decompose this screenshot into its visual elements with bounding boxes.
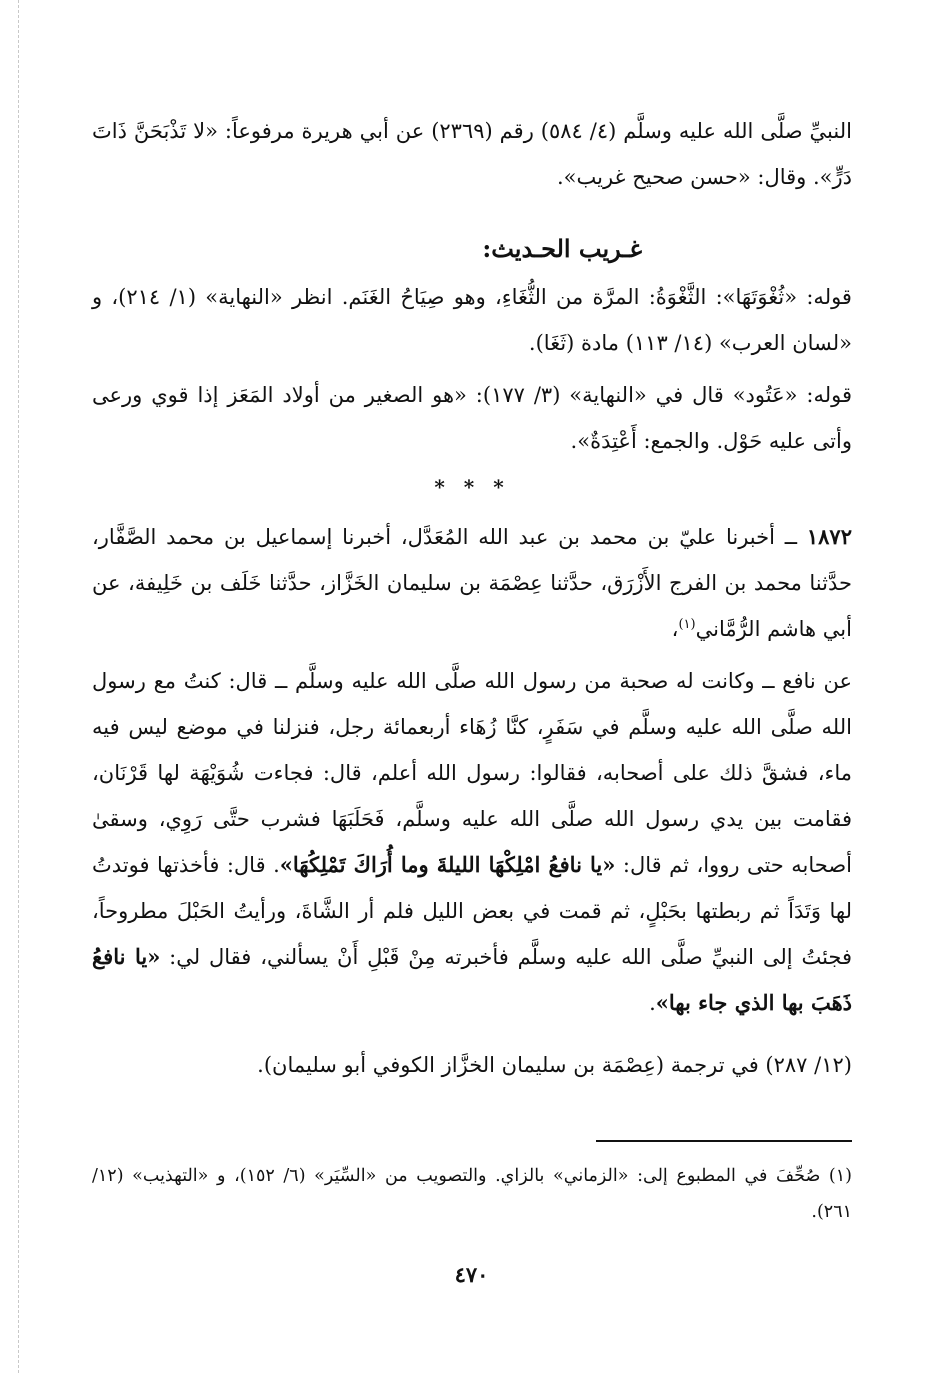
- reference-paragraph: (١٢/ ٢٨٧) في ترجمة (عِصْمَة بن سليمان الخزَّاز الكوفي أبو سليمان).: [257, 1053, 852, 1077]
- footnote-separator: [596, 1140, 852, 1142]
- isnad-text: ــ أخبرنا عليّ بن محمد بن عبد الله المُعَدَّل، أخبرنا إسماعيل بن محمد الصَّفَّار، حدَّثنا محمد بن الفرج الأَزْرَق، حدَّثنا عِصْمَة بن سليمان الخَزَّاز، حدَّثنا خَلَف بن خَلِيفة، عن أبي هاشم الرُّمَّاني: [92, 525, 852, 641]
- isnad-end: ،: [671, 617, 679, 641]
- isnad-paragraph: [92, 514, 852, 652]
- prophetic-quote-2: «يا نافعُ ذَهَبَ بها الذي جاء بها»: [92, 944, 852, 1015]
- prophetic-quote-1: «يا نافعُ امْلِكْهَا الليلةَ وما أُرَاكَ تَمْلِكُهَا»: [279, 852, 616, 877]
- gharib-paragraph-1: قوله: «ثُغْوَتَهَا»: الثَّغْوَةُ: المرَّة من الثُّغَاءِ، وهو صِيَاحُ الغَنَم. انظر «النهاية» (١/ ٢١٤)، و «لسان العرب» (١٤/ ١١٣) مادة (ثَغَا).: [92, 285, 852, 355]
- section-heading: غـريب الحـديث:: [482, 234, 642, 263]
- matn-text-a: عن نافع ــ وكانت له صحبة من رسول الله صلَّى الله عليه وسلَّم ــ قال: كنتُ مع رسول الله صلَّى الله عليه وسلَّم في سَفَرٍ، كنَّا زُهَاء أربعمائة رجل، فنزلنا في موضع ليس فيه ماء، فشقَّ ذلك على أصحابه، فقالوا: رسول الله أعلم، قال: فجاءت شُوَيْهَة لها قَرْنَان، فقامت بين يدي رسول الله صلَّى الله عليه وسلَّم، فَحَلَبَهَا فشرب حتَّى رَوِي، وسقىٰ أصحابه حتى رووا، ثم قال:: [92, 669, 852, 877]
- hadith-number: ١٨٧٢: [806, 524, 852, 549]
- intro-paragraph: النبيِّ صلَّى الله عليه وسلَّم (٤/ ٥٨٤) رقم (٢٣٦٩) عن أبي هريرة مرفوعاً: «لا تَذْبَحَنَّ ذَاتَ دَرٍّ». وقال: «حسن صحيح غريب».: [92, 119, 852, 189]
- main-text: [92, 108, 852, 1088]
- gharib-paragraph-2: قوله: «عَتُود» قال في «النهاية» (٣/ ١٧٧): «هو الصغير من أولاد المَعَز إذا قوي ورعى وأتى عليه حَوْل. والجمع: أَعْتِدَةٌ».: [92, 383, 852, 453]
- matn-text-c: . قال: فأخذتها فوتدتُ لها وَتَدَاً ثم ربطتها بحَبْلٍ، ثم قمت في بعض الليل فلم أر الشَّاةَ، ورأيتُ الحَبْلَ مطروحاً، فجئتُ إلى النبيِّ صلَّى الله عليه وسلَّم فأخبرته مِنْ قَبْلِ أَنْ يسألني، فقال لي:: [92, 853, 852, 969]
- matn-paragraph: [92, 658, 852, 1026]
- section-separator: * * *: [434, 475, 510, 499]
- scan-margin-rule: [18, 0, 19, 1373]
- matn-text-e: .: [649, 991, 656, 1015]
- footnote-marker: (١): [678, 617, 696, 632]
- page-number: ٤٧٠: [454, 1262, 489, 1287]
- footnote: (١) صُحِّفَ في المطبوع إلى: «الزماني» بالزاي. والتصويب من «السِّيَر» (٦/ ١٥٢)، و «التهذيب» (١٢/ ٢٦١).: [92, 1166, 852, 1222]
